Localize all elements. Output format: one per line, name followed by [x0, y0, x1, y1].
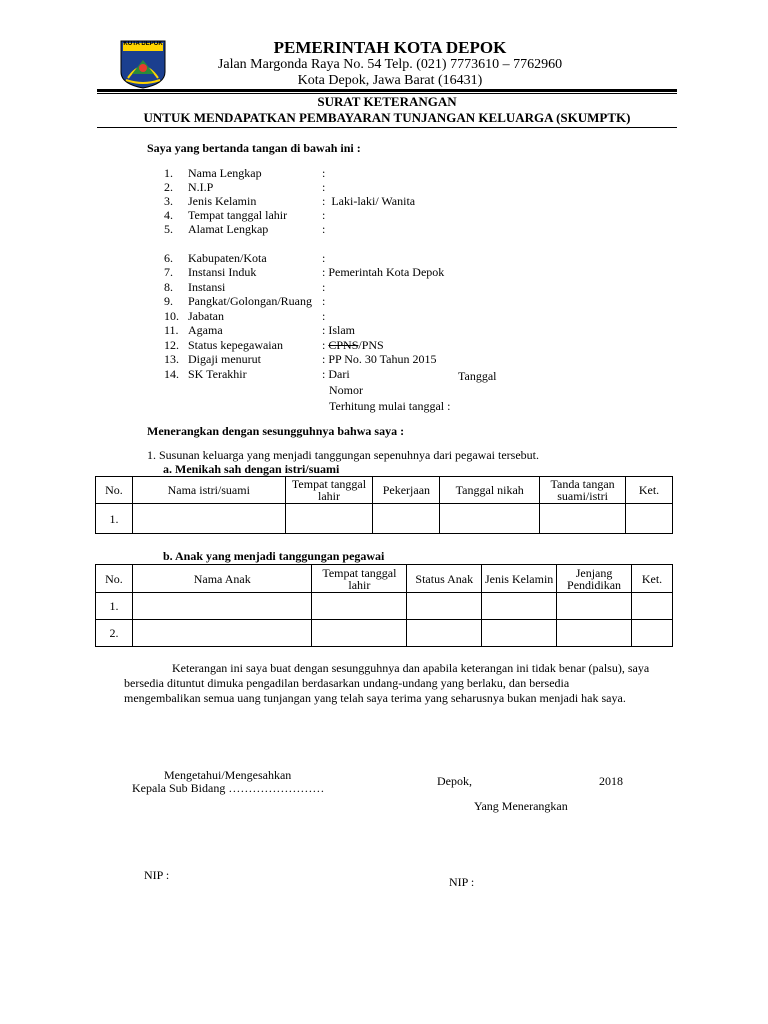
field-label: Pangkat/Golongan/Ruang [188, 294, 312, 308]
header-jenis-kelamin: Jenis Kelamin [482, 565, 557, 593]
sign-year: 2018 [599, 774, 623, 788]
declarant-nip: NIP : [449, 875, 475, 889]
field-value-struck: CPNS [328, 338, 359, 352]
field-value-suffix: /PNS [358, 338, 384, 352]
table-row [96, 620, 673, 647]
header-jenjang: Jenjang Pendidikan [557, 565, 632, 593]
field-value[interactable]: : [322, 251, 326, 265]
field-label: SK Terakhir [188, 367, 247, 381]
field-value[interactable]: : [322, 166, 326, 180]
row-number: 2. [96, 620, 133, 647]
cell-status[interactable] [407, 593, 482, 620]
intro-text: Saya yang bertanda tangan di bawah ini : [147, 141, 361, 155]
logo-text: KOTA DEPOK [123, 41, 163, 47]
field-number: 9. [164, 294, 173, 308]
children-table [95, 564, 673, 647]
cell-ket[interactable] [632, 593, 673, 620]
header-status-anak: Status Anak [407, 565, 482, 593]
field-value[interactable]: : [322, 280, 326, 294]
cell-nama-anak[interactable] [132, 593, 312, 620]
spouse-table [95, 476, 673, 534]
field-number: 11. [164, 323, 179, 337]
cell-ket[interactable] [626, 504, 673, 534]
cell-ket[interactable] [632, 620, 673, 647]
approval-subtitle: Kepala Sub Bidang …………………… [132, 781, 325, 795]
cell-ttl[interactable] [285, 504, 373, 534]
section1-text: 1. Susunan keluarga yang menjadi tanggungan sepenuhnya dari pegawai tersebut. [147, 448, 539, 462]
approver-nip: NIP : [144, 868, 170, 882]
org-name: PEMERINTAH KOTA DEPOK [273, 38, 507, 57]
field-number: 7. [164, 265, 173, 279]
cell-tanggal-nikah[interactable] [440, 504, 540, 534]
field-value-prefix: : [322, 338, 329, 352]
field-number: 12. [164, 338, 179, 352]
table-row [96, 504, 673, 534]
section1a-text: a. Menikah sah dengan istri/suami [163, 462, 340, 476]
approval-title: Mengetahui/Mengesahkan [164, 768, 292, 782]
field-label: N.I.P [188, 180, 214, 194]
field-label: Agama [188, 323, 223, 337]
org-address: Jalan Margonda Raya No. 54 Telp. (021) 7773610 – 7762960 [217, 57, 563, 72]
cell-ttl[interactable] [312, 620, 407, 647]
org-city: Kota Depok, Jawa Barat (16431) [297, 73, 483, 88]
menerangkan-text: Menerangkan dengan sesungguhnya bahwa saya : [147, 424, 405, 438]
field-value[interactable]: : [322, 294, 326, 308]
field-number: 5. [164, 222, 173, 236]
cell-jenis-kelamin[interactable] [482, 593, 557, 620]
sk-tanggal: Tanggal [458, 369, 497, 383]
field-label: Jabatan [188, 309, 224, 323]
header-no: No. [96, 565, 133, 593]
field-number: 10. [164, 309, 179, 323]
header-nama: Nama istri/suami [132, 477, 285, 504]
cell-nama[interactable] [132, 504, 285, 534]
header-tanda-tangan: Tanda tangan suami/istri [540, 477, 626, 504]
doc-subtitle: UNTUK MENDAPATKAN PEMBAYARAN TUNJANGAN KELUARGA (SKUMPTK) [143, 110, 631, 125]
cell-ttl[interactable] [312, 593, 407, 620]
field-label: Instansi [188, 280, 226, 294]
table-row [96, 593, 673, 620]
header-ttl: Tempat tanggal lahir [285, 477, 373, 504]
field-number: 8. [164, 280, 173, 294]
cell-status[interactable] [407, 620, 482, 647]
field-label: Status kepegawaian [188, 338, 283, 352]
sk-terhitung: Terhitung mulai tanggal : [329, 399, 451, 413]
cell-jenis-kelamin[interactable] [482, 620, 557, 647]
field-value[interactable]: : [322, 222, 326, 236]
field-label: Instansi Induk [188, 265, 257, 279]
header-nama-anak: Nama Anak [132, 565, 312, 593]
sign-place: Depok, [437, 774, 472, 788]
field-value[interactable]: : PP No. 30 Tahun 2015 [322, 352, 437, 366]
statement-line1: Keterangan ini saya buat dengan sesungguhnya dan apabila keterangan ini tidak benar (palsu), saya [172, 661, 650, 675]
field-number: 13. [164, 352, 179, 366]
field-number: 6. [164, 251, 173, 265]
doc-title: SURAT KETERANGAN [317, 94, 457, 109]
title-rule [97, 127, 677, 128]
statement-line2: bersedia dituntut dimuka pengadilan berdasarkan undang-undang yang berlaku, dan bersedia [124, 676, 570, 690]
header-pekerjaan: Pekerjaan [373, 477, 440, 504]
field-value[interactable]: : [322, 180, 326, 194]
field-value[interactable]: : [322, 208, 326, 222]
header-tanggal-nikah: Tanggal nikah [440, 477, 540, 504]
field-number: 1. [164, 166, 173, 180]
field-label: Kabupaten/Kota [188, 251, 267, 265]
field-value[interactable]: : Pemerintah Kota Depok [322, 265, 445, 279]
field-value[interactable]: : [322, 309, 326, 323]
field-label: Digaji menurut [188, 352, 261, 366]
cell-nama-anak[interactable] [132, 620, 312, 647]
row-number: 1. [96, 504, 133, 534]
field-value[interactable]: : Dari [322, 367, 350, 381]
header-no: No. [96, 477, 133, 504]
field-value[interactable] [322, 338, 384, 352]
row-number: 1. [96, 593, 133, 620]
cell-jenjang[interactable] [557, 620, 632, 647]
field-label: Nama Lengkap [188, 166, 262, 180]
cell-tanda-tangan[interactable] [540, 504, 626, 534]
field-number: 2. [164, 180, 173, 194]
field-label: Tempat tanggal lahir [188, 208, 288, 222]
field-number: 14. [164, 367, 179, 381]
header-ket: Ket. [626, 477, 673, 504]
statement-line3: mengembalikan semua uang tunjangan yang telah saya terima yang seharusnya bukan menjadi hak saya. [124, 691, 626, 705]
header-ket: Ket. [632, 565, 673, 593]
declarant-title: Yang Menerangkan [474, 799, 568, 813]
spouse-table-header [96, 477, 673, 504]
field-value[interactable]: : Laki-laki/ Wanita [322, 194, 416, 208]
sk-nomor: Nomor [329, 383, 363, 397]
section1b-text: b. Anak yang menjadi tanggungan pegawai [163, 549, 385, 563]
header-ttl: Tempat tanggal lahir [312, 565, 407, 593]
field-number: 4. [164, 208, 173, 222]
cell-pekerjaan[interactable] [373, 504, 440, 534]
children-table-header [96, 565, 673, 593]
field-label: Jenis Kelamin [188, 194, 257, 208]
field-label: Alamat Lengkap [188, 222, 269, 236]
header-rule-thick [97, 89, 677, 92]
field-number: 3. [164, 194, 173, 208]
cell-jenjang[interactable] [557, 593, 632, 620]
field-value[interactable]: : Islam [322, 323, 355, 337]
